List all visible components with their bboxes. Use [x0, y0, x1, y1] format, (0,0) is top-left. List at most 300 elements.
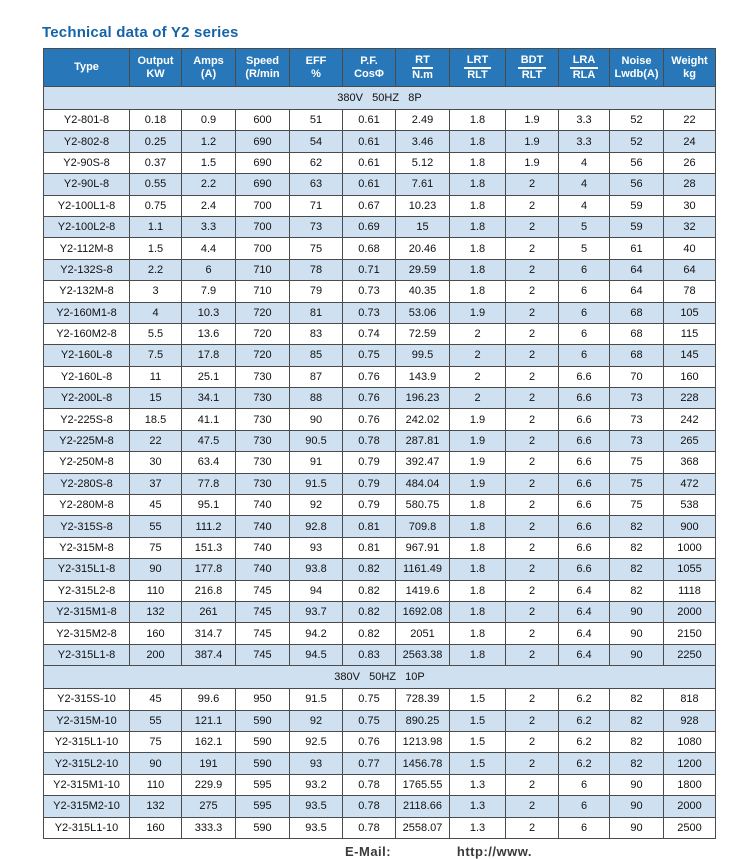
table-cell: 1419.6: [396, 580, 450, 601]
section-band-label: 380V 50HZ 10P: [44, 666, 716, 689]
table-row: [44, 259, 716, 280]
table-cell: 950: [236, 689, 290, 710]
table-cell: 82: [610, 516, 664, 537]
footer-text: E-Mail: http://www.: [345, 844, 532, 859]
type-cell: Y2-112M-8: [44, 238, 130, 259]
table-cell: 6.6: [559, 430, 610, 451]
table-cell: 93.5: [290, 817, 343, 838]
table-cell: 2: [506, 216, 559, 237]
type-cell: Y2-315M-10: [44, 710, 130, 731]
table-cell: 90: [610, 774, 664, 795]
table-cell: 6: [559, 796, 610, 817]
table-cell: 1.8: [450, 259, 506, 280]
table-cell: 121.1: [182, 710, 236, 731]
type-cell: Y2-132S-8: [44, 259, 130, 280]
type-cell: Y2-160L-8: [44, 345, 130, 366]
table-cell: 91: [290, 452, 343, 473]
table-cell: 710: [236, 259, 290, 280]
table-cell: 55: [130, 516, 182, 537]
table-cell: 0.61: [343, 110, 396, 131]
table-cell: 151.3: [182, 537, 236, 558]
table-cell: 0.78: [343, 817, 396, 838]
table-cell: 75: [610, 495, 664, 516]
table-cell: 0.76: [343, 388, 396, 409]
table-cell: 2.2: [182, 174, 236, 195]
col-header-output: Output KW: [130, 49, 182, 87]
table-cell: 538: [664, 495, 716, 516]
table-cell: 333.3: [182, 817, 236, 838]
table-cell: 2000: [664, 796, 716, 817]
table-cell: 1.8: [450, 216, 506, 237]
table-cell: 111.2: [182, 516, 236, 537]
table-cell: 2: [506, 281, 559, 302]
table-cell: 145: [664, 345, 716, 366]
table-cell: 6.2: [559, 710, 610, 731]
table-cell: 7.9: [182, 281, 236, 302]
type-cell: Y2-315L2-10: [44, 753, 130, 774]
table-cell: 41.1: [182, 409, 236, 430]
table-cell: 1.8: [450, 152, 506, 173]
table-cell: 53.06: [396, 302, 450, 323]
table-cell: 3: [130, 281, 182, 302]
table-cell: 6.6: [559, 409, 610, 430]
table-body: [44, 87, 716, 839]
table-cell: 472: [664, 473, 716, 494]
table-cell: 3.3: [559, 110, 610, 131]
table-cell: 6.6: [559, 473, 610, 494]
table-row: [44, 537, 716, 558]
table-cell: 5.5: [130, 323, 182, 344]
table-cell: 59: [610, 216, 664, 237]
table-cell: 2: [506, 430, 559, 451]
table-cell: 1.3: [450, 774, 506, 795]
type-cell: Y2-100L1-8: [44, 195, 130, 216]
table-cell: 93: [290, 537, 343, 558]
table-cell: 68: [610, 302, 664, 323]
table-cell: 73: [610, 388, 664, 409]
type-cell: Y2-315M-8: [44, 537, 130, 558]
type-cell: Y2-200L-8: [44, 388, 130, 409]
table-cell: 0.83: [343, 644, 396, 665]
table-cell: 700: [236, 238, 290, 259]
type-cell: Y2-315M1-10: [44, 774, 130, 795]
table-cell: 1800: [664, 774, 716, 795]
table-cell: 6: [559, 345, 610, 366]
table-cell: 63.4: [182, 452, 236, 473]
table-cell: 94.5: [290, 644, 343, 665]
table-cell: 0.75: [343, 345, 396, 366]
table-cell: 64: [610, 281, 664, 302]
table-cell: 25.1: [182, 366, 236, 387]
table-cell: 2: [506, 817, 559, 838]
table-cell: 64: [610, 259, 664, 280]
type-cell: Y2-225S-8: [44, 409, 130, 430]
table-cell: 61: [610, 238, 664, 259]
table-cell: 1765.55: [396, 774, 450, 795]
table-cell: 0.82: [343, 580, 396, 601]
table-cell: 0.73: [343, 302, 396, 323]
table-cell: 1.3: [450, 796, 506, 817]
table-cell: 1.8: [450, 238, 506, 259]
col-header-bdt: BDT RLT: [506, 49, 559, 87]
type-cell: Y2-90S-8: [44, 152, 130, 173]
table-cell: 0.74: [343, 323, 396, 344]
table-cell: 1.1: [130, 216, 182, 237]
table-cell: 0.82: [343, 601, 396, 622]
table-cell: 2: [506, 495, 559, 516]
type-cell: Y2-100L2-8: [44, 216, 130, 237]
table-cell: 700: [236, 195, 290, 216]
table-row: [44, 753, 716, 774]
table-cell: 6.4: [559, 644, 610, 665]
table-cell: 1.9: [506, 152, 559, 173]
table-cell: 5.12: [396, 152, 450, 173]
table-cell: 82: [610, 731, 664, 752]
table-cell: 2: [506, 366, 559, 387]
table-cell: 90: [130, 753, 182, 774]
table-cell: 18.5: [130, 409, 182, 430]
table-cell: 216.8: [182, 580, 236, 601]
table-cell: 10.23: [396, 195, 450, 216]
table-header: [44, 49, 716, 87]
table-cell: 1.8: [450, 495, 506, 516]
table-cell: 85: [290, 345, 343, 366]
table-cell: 2051: [396, 623, 450, 644]
page-title: Technical data of Y2 series: [42, 24, 239, 41]
table-cell: 2558.07: [396, 817, 450, 838]
col-header-p-f: P.F. CosΦ: [343, 49, 396, 87]
table-cell: 730: [236, 430, 290, 451]
table-cell: 78: [290, 259, 343, 280]
section-band-1: [44, 666, 716, 689]
table-cell: 1.5: [450, 731, 506, 752]
table-cell: 740: [236, 495, 290, 516]
table-cell: 1.9: [450, 302, 506, 323]
table-cell: 73: [290, 216, 343, 237]
table-cell: 82: [610, 753, 664, 774]
table-cell: 94: [290, 580, 343, 601]
table-cell: 177.8: [182, 559, 236, 580]
table-cell: 265: [664, 430, 716, 451]
table-cell: 6.4: [559, 623, 610, 644]
table-cell: 90: [610, 623, 664, 644]
table-cell: 0.69: [343, 216, 396, 237]
table-cell: 90.5: [290, 430, 343, 451]
section-band-label: 380V 50HZ 8P: [44, 87, 716, 110]
table-cell: 0.61: [343, 131, 396, 152]
table-cell: 196.23: [396, 388, 450, 409]
table-cell: 90: [130, 559, 182, 580]
section-band-0: [44, 87, 716, 110]
table-row: [44, 559, 716, 580]
table-cell: 191: [182, 753, 236, 774]
table-cell: 0.76: [343, 366, 396, 387]
table-cell: 2.4: [182, 195, 236, 216]
table-cell: 2: [506, 238, 559, 259]
table-cell: 4: [130, 302, 182, 323]
table-row: [44, 110, 716, 131]
table-cell: 1.8: [450, 174, 506, 195]
col-header-noise: Noise Lwdb(A): [610, 49, 664, 87]
table-cell: 90: [610, 644, 664, 665]
table-cell: 690: [236, 174, 290, 195]
table-cell: 26: [664, 152, 716, 173]
table-cell: 162.1: [182, 731, 236, 752]
table-cell: 160: [130, 623, 182, 644]
table-cell: 64: [664, 259, 716, 280]
table-cell: 68: [610, 345, 664, 366]
table-cell: 2: [506, 516, 559, 537]
type-cell: Y2-160M1-8: [44, 302, 130, 323]
table-cell: 590: [236, 753, 290, 774]
table-cell: 2: [506, 580, 559, 601]
table-cell: 1.9: [506, 110, 559, 131]
table-cell: 0.67: [343, 195, 396, 216]
table-cell: 0.76: [343, 731, 396, 752]
table-cell: 2: [506, 323, 559, 344]
table-cell: 2118.66: [396, 796, 450, 817]
table-cell: 1.9: [450, 430, 506, 451]
table-cell: 92.8: [290, 516, 343, 537]
table-cell: 91.5: [290, 473, 343, 494]
table-cell: 75: [290, 238, 343, 259]
type-cell: Y2-315M2-10: [44, 796, 130, 817]
table-cell: 1.9: [506, 131, 559, 152]
table-cell: 0.61: [343, 152, 396, 173]
table-cell: 52: [610, 131, 664, 152]
table-cell: 818: [664, 689, 716, 710]
col-header-weight: Weight kg: [664, 49, 716, 87]
table-cell: 1456.78: [396, 753, 450, 774]
table-cell: 2: [506, 302, 559, 323]
type-cell: Y2-315L1-10: [44, 731, 130, 752]
table-cell: 0.68: [343, 238, 396, 259]
table-cell: 1692.08: [396, 601, 450, 622]
table-cell: 15: [130, 388, 182, 409]
table-cell: 730: [236, 409, 290, 430]
table-cell: 6.4: [559, 601, 610, 622]
table-cell: 0.73: [343, 281, 396, 302]
table-cell: 72.59: [396, 323, 450, 344]
table-cell: 6.6: [559, 388, 610, 409]
table-cell: 287.81: [396, 430, 450, 451]
type-cell: Y2-250M-8: [44, 452, 130, 473]
table-cell: 13.6: [182, 323, 236, 344]
table-cell: 1.9: [450, 452, 506, 473]
table-cell: 75: [130, 731, 182, 752]
table-cell: 90: [290, 409, 343, 430]
table-row: [44, 644, 716, 665]
table-cell: 0.61: [343, 174, 396, 195]
table-row: [44, 601, 716, 622]
table-cell: 6.2: [559, 753, 610, 774]
table-cell: 54: [290, 131, 343, 152]
table-cell: 387.4: [182, 644, 236, 665]
table-cell: 2: [506, 345, 559, 366]
table-cell: 1080: [664, 731, 716, 752]
table-cell: 242: [664, 409, 716, 430]
col-header-lrt: LRT RLT: [450, 49, 506, 87]
table-cell: 261: [182, 601, 236, 622]
table-cell: 63: [290, 174, 343, 195]
table-cell: 2500: [664, 817, 716, 838]
table-cell: 70: [610, 366, 664, 387]
table-cell: 2: [450, 323, 506, 344]
table-cell: 1.8: [450, 580, 506, 601]
table-cell: 105: [664, 302, 716, 323]
table-cell: 92: [290, 495, 343, 516]
table-cell: 10.3: [182, 302, 236, 323]
table-cell: 6.2: [559, 689, 610, 710]
table-cell: 710: [236, 281, 290, 302]
table-cell: 6.4: [559, 580, 610, 601]
table-cell: 1118: [664, 580, 716, 601]
col-header-speed: Speed (R/min: [236, 49, 290, 87]
table-cell: 1.5: [450, 689, 506, 710]
type-cell: Y2-315M1-8: [44, 601, 130, 622]
table-cell: 29.59: [396, 259, 450, 280]
table-cell: 93: [290, 753, 343, 774]
table-cell: 3.3: [182, 216, 236, 237]
table-cell: 82: [610, 710, 664, 731]
table-cell: 4: [559, 195, 610, 216]
table-cell: 1055: [664, 559, 716, 580]
table-cell: 1.5: [450, 710, 506, 731]
table-cell: 368: [664, 452, 716, 473]
table-cell: 6.6: [559, 559, 610, 580]
table-cell: 90: [610, 796, 664, 817]
technical-data-table: [43, 48, 716, 839]
table-cell: 143.9: [396, 366, 450, 387]
table-cell: 600: [236, 110, 290, 131]
table-cell: 15: [396, 216, 450, 237]
table-cell: 110: [130, 774, 182, 795]
type-cell: Y2-802-8: [44, 131, 130, 152]
table-cell: 690: [236, 131, 290, 152]
table-cell: 700: [236, 216, 290, 237]
table-cell: 1.8: [450, 281, 506, 302]
table-cell: 0.78: [343, 796, 396, 817]
table-cell: 0.75: [130, 195, 182, 216]
table-cell: 73: [610, 409, 664, 430]
table-row: [44, 388, 716, 409]
table-row: [44, 152, 716, 173]
table-cell: 0.55: [130, 174, 182, 195]
table-cell: 2: [506, 259, 559, 280]
table-cell: 40.35: [396, 281, 450, 302]
table-cell: 73: [610, 430, 664, 451]
table-cell: 20.46: [396, 238, 450, 259]
table-cell: 720: [236, 323, 290, 344]
table-cell: 1.5: [450, 753, 506, 774]
table-cell: 229.9: [182, 774, 236, 795]
type-cell: Y2-315S-8: [44, 516, 130, 537]
table-cell: 92: [290, 710, 343, 731]
type-cell: Y2-315M2-8: [44, 623, 130, 644]
table-cell: 6: [559, 259, 610, 280]
table-cell: 6.2: [559, 731, 610, 752]
table-cell: 2: [506, 689, 559, 710]
table-row: [44, 689, 716, 710]
table-cell: 0.76: [343, 409, 396, 430]
table-cell: 590: [236, 710, 290, 731]
table-cell: 595: [236, 774, 290, 795]
table-cell: 160: [664, 366, 716, 387]
table-cell: 1000: [664, 537, 716, 558]
type-cell: Y2-801-8: [44, 110, 130, 131]
type-cell: Y2-280S-8: [44, 473, 130, 494]
table-cell: 6.6: [559, 537, 610, 558]
table-cell: 484.04: [396, 473, 450, 494]
table-cell: 690: [236, 152, 290, 173]
table-cell: 0.78: [343, 774, 396, 795]
table-cell: 94.2: [290, 623, 343, 644]
table-cell: 30: [664, 195, 716, 216]
table-cell: 30: [130, 452, 182, 473]
table-row: [44, 495, 716, 516]
table-cell: 2: [506, 601, 559, 622]
type-cell: Y2-90L-8: [44, 174, 130, 195]
table-cell: 51: [290, 110, 343, 131]
table-cell: 92.5: [290, 731, 343, 752]
table-cell: 77.8: [182, 473, 236, 494]
type-cell: Y2-280M-8: [44, 495, 130, 516]
table-cell: 6.6: [559, 452, 610, 473]
table-cell: 5: [559, 216, 610, 237]
table-cell: 56: [610, 174, 664, 195]
table-cell: 90: [610, 817, 664, 838]
table-cell: 0.75: [343, 689, 396, 710]
table-row: [44, 817, 716, 838]
table-row: [44, 516, 716, 537]
table-cell: 2: [506, 623, 559, 644]
table-cell: 95.1: [182, 495, 236, 516]
table-row: [44, 774, 716, 795]
table-cell: 4.4: [182, 238, 236, 259]
table-cell: 28: [664, 174, 716, 195]
table-row: [44, 623, 716, 644]
table-cell: 0.78: [343, 430, 396, 451]
table-cell: 745: [236, 644, 290, 665]
table-cell: 0.18: [130, 110, 182, 131]
table-cell: 1.8: [450, 131, 506, 152]
table-cell: 2150: [664, 623, 716, 644]
table-cell: 967.91: [396, 537, 450, 558]
col-header-rt: RT N.m: [396, 49, 450, 87]
table-cell: 7.5: [130, 345, 182, 366]
table-cell: 0.79: [343, 495, 396, 516]
table-cell: 82: [610, 689, 664, 710]
table-cell: 2: [506, 388, 559, 409]
table-cell: 24: [664, 131, 716, 152]
table-cell: 2: [506, 409, 559, 430]
table-cell: 0.82: [343, 559, 396, 580]
table-cell: 68: [610, 323, 664, 344]
table-row: [44, 710, 716, 731]
col-header-type: Type: [44, 49, 130, 87]
table-cell: 132: [130, 796, 182, 817]
table-cell: 40: [664, 238, 716, 259]
table-cell: 580.75: [396, 495, 450, 516]
table-cell: 2: [506, 537, 559, 558]
table-cell: 45: [130, 495, 182, 516]
table-cell: 2: [506, 559, 559, 580]
header-row: [44, 49, 716, 87]
table-cell: 34.1: [182, 388, 236, 409]
table-cell: 314.7: [182, 623, 236, 644]
type-cell: Y2-132M-8: [44, 281, 130, 302]
table-cell: 160: [130, 817, 182, 838]
